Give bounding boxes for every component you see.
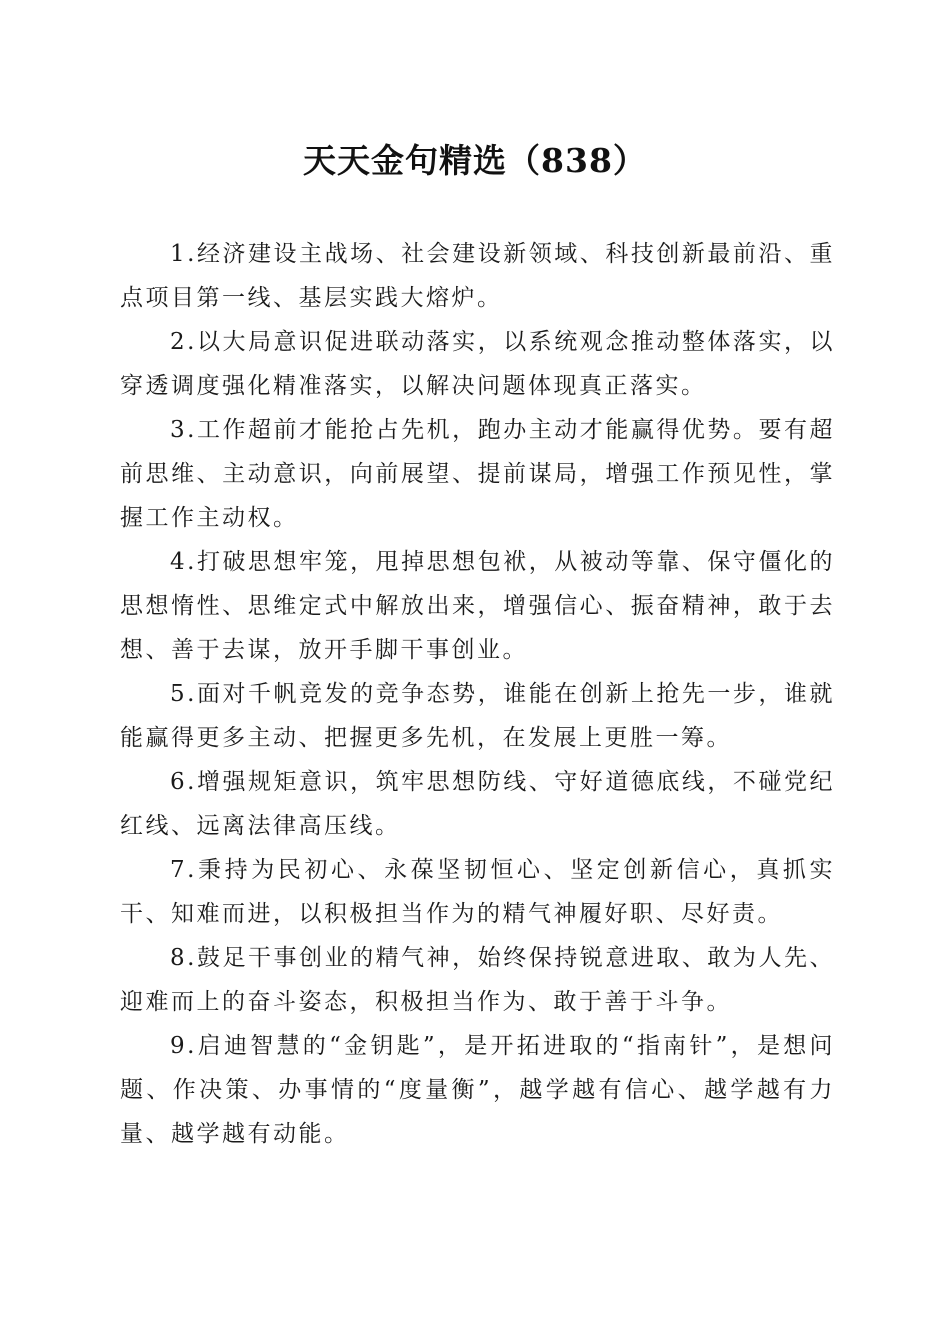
document-body — [120, 232, 835, 1156]
paragraph-7: 7.秉持为民初心、永葆坚韧恒心、坚定创新信心，真抓实干、知难而进，以积极担当作为的精气神履好职、尽好责。 — [120, 857, 835, 927]
paragraph-5: 5.面对千帆竞发的竞争态势，谁能在创新上抢先一步，谁就能赢得更多主动、把握更多先机，在发展上更胜一筹。 — [120, 681, 835, 751]
paragraph-9: 9.启迪智慧的“金钥匙”，是开拓进取的“指南针”，是想问题、作决策、办事情的“度量衡”，越学越有信心、越学越有力量、越学越有动能。 — [120, 1033, 835, 1147]
paragraph-4: 4.打破思想牢笼，甩掉思想包袱，从被动等靠、保守僵化的思想惰性、思维定式中解放出来，增强信心、振奋精神，敢于去想、善于去谋，放开手脚干事创业。 — [120, 549, 835, 663]
paragraph-1: 1.经济建设主战场、社会建设新领域、科技创新最前沿、重点项目第一线、基层实践大熔炉。 — [120, 241, 835, 311]
paragraph-3: 3.工作超前才能抢占先机，跑办主动才能赢得优势。要有超前思维、主动意识，向前展望、提前谋局，增强工作预见性，掌握工作主动权。 — [120, 417, 835, 531]
paragraph-2: 2.以大局意识促进联动落实，以系统观念推动整体落实，以穿透调度强化精准落实，以解决问题体现真正落实。 — [120, 329, 835, 399]
paragraph-8: 8.鼓足干事创业的精气神，始终保持锐意进取、敢为人先、迎难而上的奋斗姿态，积极担当作为、敢于善于斗争。 — [120, 945, 835, 1015]
document-title: 天天金句精选（838） — [303, 141, 647, 180]
paragraph-6: 6.增强规矩意识，筑牢思想防线、守好道德底线，不碰党纪红线、远离法律高压线。 — [120, 769, 835, 839]
